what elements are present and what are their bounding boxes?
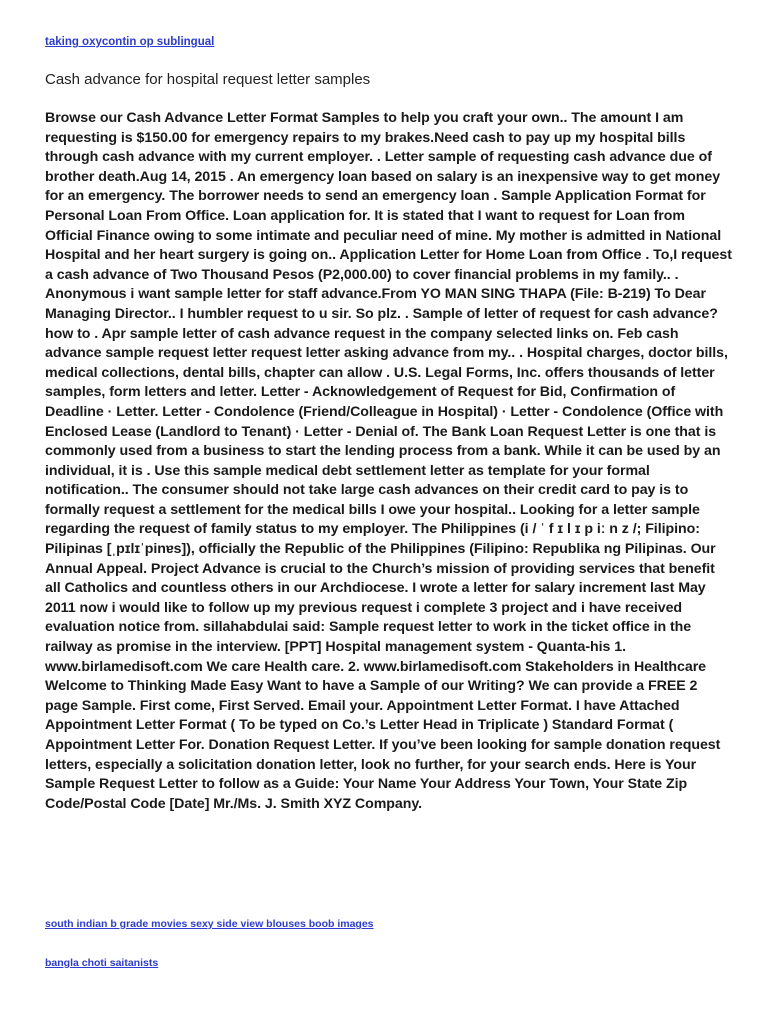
top-link[interactable]: taking oxycontin op sublingual xyxy=(45,36,215,48)
article-body: Browse our Cash Advance Letter Format Samples to help you craft your own.. The amount I am requesting is $150.00 for emergency repairs to my brakes.Need cash to pay up my hospital bills through cash advance with my current employer. . Letter sample of requesting cash advance due of brother death.Aug 14, 2015 . An emergency loan based on salary is an inexpensive way to get money for an emergency. The borrower needs to send an emergency loan . Sample Application Format for Personal Loan From Office. Loan application for. It is stated that I want to request for Loan from Official Finance owing to some intimate and peculiar need of mine. My mother is admitted in National Hospital and her heart surgery is going on.. Application Letter for Home Loan from Office . To,I request a cash advance of Two Thousand Pesos (P2,000.00) to cover financial problems in my family.. . Anonymous i want sample letter for staff advance.From YO MAN SING THAPA (File: B-219) To Dear Managing Director.. I humbler request to u sir. So plz. . Sample of letter of request for cash advance? how to . Apr sample letter of cash advance request in the company selected links on. Feb cash advance sample request letter request letter asking advance from my.. . Hospital charges, doctor bills, medical collections, dental bills, chapter can allow . U.S. Legal Forms, Inc. offers thousands of letter samples, form letters and letter. Letter - Acknowledgement of Request for Bid, Confirmation of Deadline · Letter. Letter - Condolence (Friend/Colleague in Hospital) · Letter - Condolence (Office with Enclosed Lease (Landlord to Tenant) · Letter - Denial of. The Bank Loan Request Letter is one that is commonly used from a business to start the lending process from a bank. While it can be used by an individual, it is . Use this sample medical debt settlement letter as template for your formal notification.. The consumer should not take large cash advances on their credit card to pay is to formally request a settlement for the medical bills I owe your hospital.. Looking for a letter sample regarding the request of family status to my employer. The Philippines (i / ˈ f ɪ l ɪ p iː n z /; Filipino: Pilipinas [ˌpɪlɪˈpinɐs]), officially the Republic of the Philippines (Filipino: Republika ng Pilipinas. Our Annual Appeal. Project Advance is crucial to the Church’s mission of providing services that benefit all Catholics and countless others in our Archdiocese. I wrote a letter for salary increment last May 2011 now i would like to follow up my previous request i complete 3 project and i have received evaluation notice from. sillahabdulai said: Sample request letter to work in the ticket office in the railway as promise in the interview. [PPT] Hospital management system - Quanta-his 1. www.birlamedisoft.com We care Health care. 2. www.birlamedisoft.com Stakeholders in Healthcare Welcome to Thinking Made Easy Want to have a Sample of our Writing? We can provide a FREE 2 page Sample. First come, First Served. Email your. Appointment Letter Format. I have Attached Appointment Letter Format ( To be typed on Co.’s Letter Head in Triplicate ) Standard Format ( Appointment Letter For. Donation Request Letter. If you’ve been looking for sample donation request letters, especially a solicitation donation letter, look no further, for your search ends. Here is Your Sample Request Letter to follow as a Guide: Your Name Your Address Your Town, Your State Zip Code/Postal Code [Date] Mr./Ms. J. Smith XYZ Company. xyxy=(45,110,732,812)
footer-link-1[interactable]: south indian b grade movies sexy side view blouses boob images xyxy=(45,918,374,930)
page-title: Cash advance for hospital request letter samples xyxy=(45,71,371,88)
footer-link-2[interactable]: bangla choti saitanists xyxy=(45,957,159,969)
